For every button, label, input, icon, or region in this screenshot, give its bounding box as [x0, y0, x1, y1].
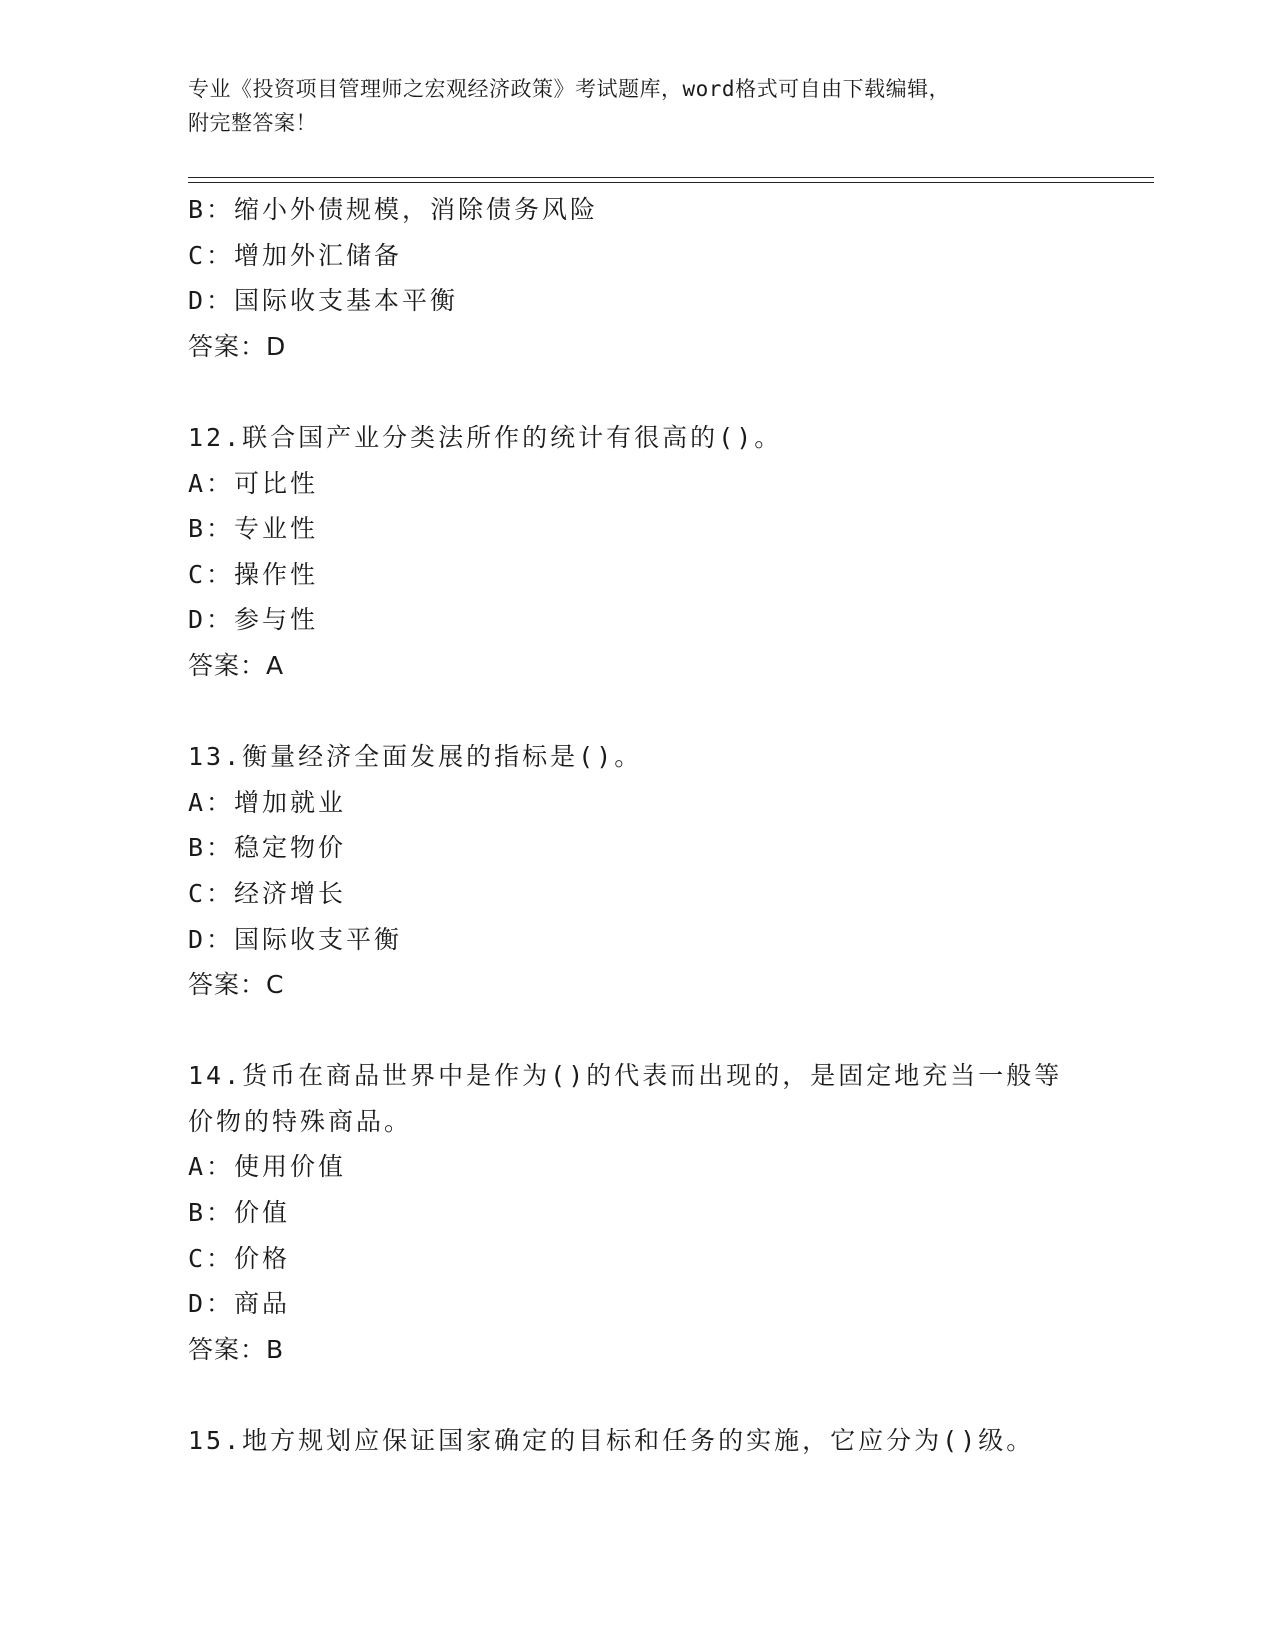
answer-line: 答案：C [188, 970, 285, 1000]
option-b: B：缩小外债规模，消除债务风险 [188, 195, 599, 224]
option-c: C：增加外汇储备 [188, 240, 403, 270]
spacer [188, 1008, 1088, 1054]
question-list [188, 187, 1088, 1464]
question-13-block [188, 734, 1088, 1008]
spacer [188, 689, 1088, 735]
option-b: B：稳定物价 [188, 833, 347, 863]
header-line-1: 专业《投资项目管理师之宏观经济政策》考试题库，word格式可自由下载编辑， [188, 77, 951, 101]
header-divider-bottom [188, 182, 1154, 183]
question-15-block [188, 1418, 1088, 1464]
answer-line: 答案：A [188, 650, 285, 680]
option-b: B：专业性 [188, 514, 319, 544]
option-d: D：国际收支基本平衡 [188, 286, 459, 316]
answer-line: 答案：B [188, 1334, 285, 1364]
option-c: C：经济增长 [188, 878, 347, 908]
option-c: C：操作性 [188, 559, 319, 589]
document-header [188, 72, 1088, 140]
spacer [188, 369, 1088, 415]
header-line-2: 附完整答案！ [188, 111, 317, 135]
question-14-stem-continued: 价物的特殊商品。 [188, 1106, 413, 1136]
question-14-stem: 14.货币在商品世界中是作为()的代表而出现的，是固定地充当一般等 [188, 1061, 1063, 1091]
header-divider-top [188, 177, 1154, 178]
prev-question-block [188, 187, 1088, 369]
question-14-block [188, 1053, 1088, 1372]
option-a: A：使用价值 [188, 1152, 347, 1182]
answer-line: 答案：D [188, 331, 287, 361]
option-d: D：商品 [188, 1289, 291, 1319]
option-b: B：价值 [188, 1198, 291, 1228]
question-12-stem: 12.联合国产业分类法所作的统计有很高的()。 [188, 422, 783, 452]
option-c: C：价格 [188, 1243, 291, 1273]
option-a: A：增加就业 [188, 787, 347, 817]
question-12-block [188, 415, 1088, 689]
option-a: A：可比性 [188, 468, 319, 498]
question-13-stem: 13.衡量经济全面发展的指标是()。 [188, 742, 643, 772]
option-d: D：参与性 [188, 605, 319, 635]
option-d: D：国际收支平衡 [188, 924, 403, 954]
spacer [188, 1372, 1088, 1418]
question-15-stem: 15.地方规划应保证国家确定的目标和任务的实施，它应分为()级。 [188, 1426, 1035, 1456]
